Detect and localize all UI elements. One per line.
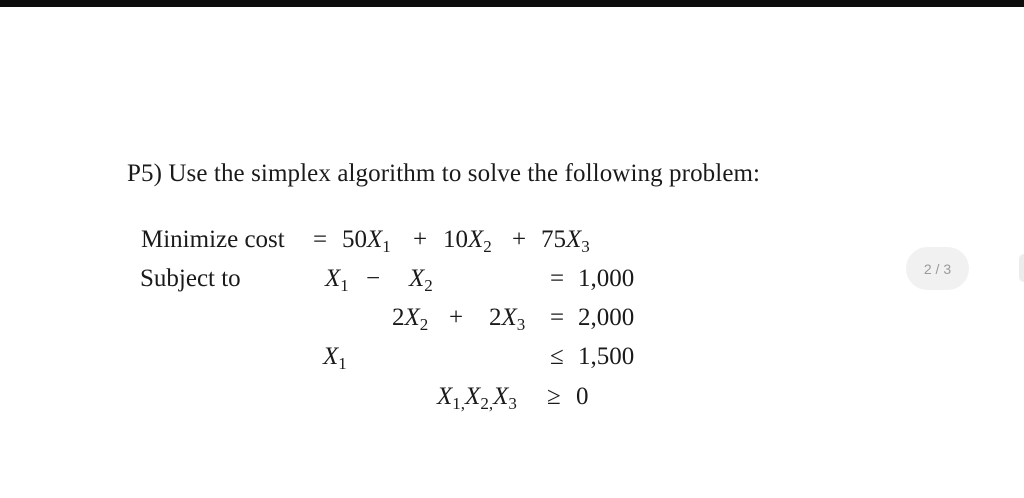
c2-relation: = bbox=[550, 304, 565, 331]
c3-rhs: 1,500 bbox=[578, 343, 635, 370]
c2-term-x3: $2X_3$ bbox=[489, 304, 526, 334]
c1-x2: $X_2$ bbox=[409, 265, 433, 295]
objective-plus-2: + bbox=[512, 226, 527, 253]
c3-relation: ≤ bbox=[550, 343, 564, 370]
problem-heading: P5) Use the simplex algorithm to solve the following problem: bbox=[127, 160, 761, 187]
c1-rhs: 1,000 bbox=[578, 265, 635, 292]
page-indicator: 2 / 3 bbox=[906, 247, 969, 290]
c2-rhs: 2,000 bbox=[578, 304, 635, 331]
term-3-coef: 75 bbox=[541, 226, 566, 253]
c2-term-x2: $2X_2$ bbox=[392, 304, 429, 334]
nonneg-rhs: 0 bbox=[576, 383, 589, 410]
c1-x1: $X_1$ bbox=[325, 265, 349, 295]
objective-term-1 bbox=[342, 226, 391, 256]
c3-x1: $X_1$ bbox=[323, 343, 347, 373]
objective-equals: = bbox=[313, 226, 328, 253]
nonneg-relation: ≥ bbox=[547, 383, 561, 410]
term-3-var: $X_3$ bbox=[566, 226, 590, 256]
term-1-var: $X_1$ bbox=[367, 226, 391, 256]
term-1-coef: 50 bbox=[342, 226, 367, 253]
c1-minus: − bbox=[366, 265, 381, 292]
objective-label: Minimize cost bbox=[141, 226, 285, 253]
objective-plus-1: + bbox=[413, 226, 428, 253]
subject-to-label: Subject to bbox=[140, 265, 241, 292]
nonneg-variables: $X_{1,}X_{2,}X_3$ bbox=[437, 383, 517, 413]
side-scroll-handle[interactable] bbox=[1019, 254, 1024, 282]
objective-term-2 bbox=[443, 226, 492, 256]
c2-plus: + bbox=[449, 304, 464, 331]
term-2-coef: 10 bbox=[443, 226, 468, 253]
term-2-var: $X_2$ bbox=[468, 226, 492, 256]
c1-relation: = bbox=[550, 265, 565, 292]
objective-term-3 bbox=[541, 226, 590, 256]
